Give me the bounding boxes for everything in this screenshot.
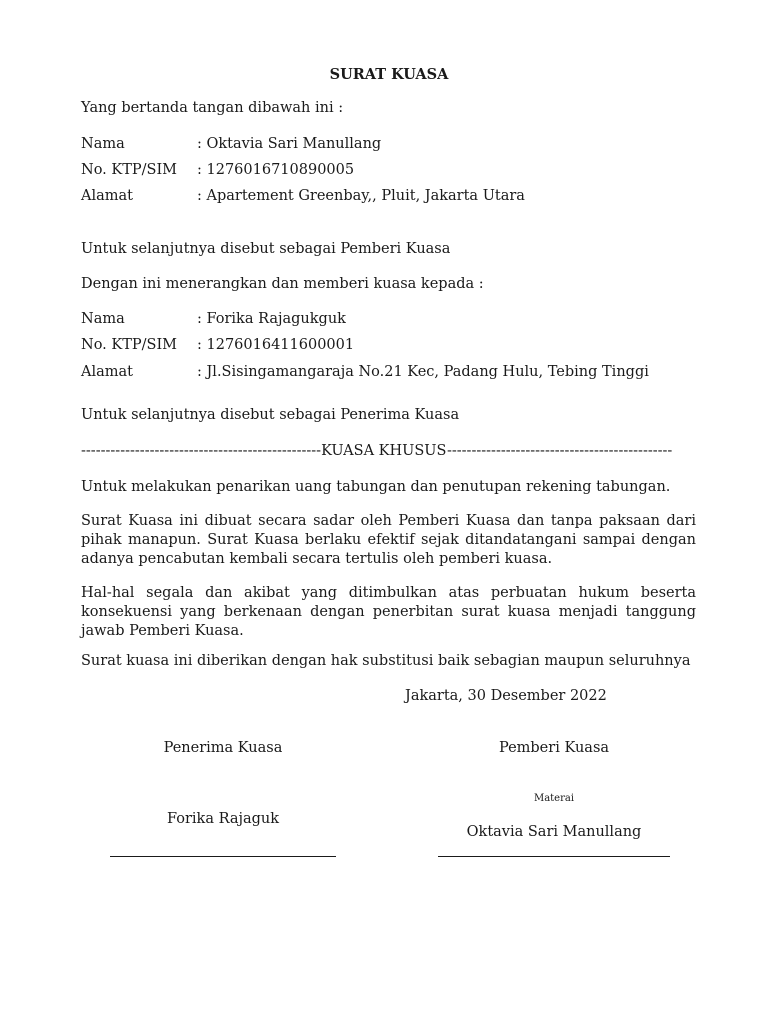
grantee-address-label: Alamat	[81, 364, 133, 380]
right-signer-name: Oktavia Sari Manullang	[466, 824, 642, 840]
grantee-address-value: : Jl.Sisingamangaraja No.21 Kec, Padang Hulu, Tebing Tinggi	[197, 364, 649, 380]
grantor-address-value: : Apartement Greenbay,, Pluit, Jakarta Utara	[197, 188, 525, 204]
grantor-address-label: Alamat	[81, 188, 133, 204]
grantor-id-label: No. KTP/SIM	[81, 162, 178, 178]
intro-text: Yang bertanda tangan dibawah ini :	[81, 100, 344, 116]
left-signature-line	[110, 856, 336, 857]
purpose-text: Untuk melakukan penarikan uang tabungan dan penutupan rekening tabungan.	[81, 479, 671, 495]
grantor-address-row	[81, 188, 525, 204]
right-signature-role: Pemberi Kuasa	[498, 740, 610, 756]
grantee-id-label: No. KTP/SIM	[81, 337, 178, 353]
section-divider: -------------------------------------------------KUASA KHUSUS----------------------------------------------	[81, 443, 673, 459]
grantee-name-row	[81, 311, 346, 327]
grantee-name-label: Nama	[81, 311, 125, 327]
grant-statement: Dengan ini menerangkan dan memberi kuasa kepada :	[81, 276, 484, 292]
grantee-address-row	[81, 364, 649, 380]
stamp-note: Materai	[533, 793, 575, 804]
grantor-statement: Untuk selanjutnya disebut sebagai Pemberi Kuasa	[81, 241, 451, 257]
document-title: SURAT KUASA	[329, 66, 449, 83]
place-date: Jakarta, 30 Desember 2022	[405, 688, 607, 704]
left-signature-role: Penerima Kuasa	[163, 740, 283, 756]
grantor-name-value: : Oktavia Sari Manullang	[197, 136, 382, 152]
grantee-id-value: : 1276016411600001	[197, 337, 355, 353]
grantor-id-value: : 1276016710890005	[197, 162, 355, 178]
grantor-id-row	[81, 162, 354, 178]
grantee-name-value: : Forika Rajagukguk	[197, 311, 346, 327]
right-signature-line	[438, 856, 670, 857]
grantee-id-row	[81, 337, 354, 353]
grantor-name-row	[81, 136, 381, 152]
grantee-statement: Untuk selanjutnya disebut sebagai Penerima Kuasa	[81, 407, 460, 423]
paragraph-substitution: Surat kuasa ini diberikan dengan hak substitusi baik sebagian maupun seluruhnya	[81, 653, 691, 669]
grantor-name-label: Nama	[81, 136, 125, 152]
paragraph-responsibility: Hal-hal segala dan akibat yang ditimbulkan atas perbuatan hukum beserta konsekuensi yang berkenaan dengan penerbitan surat kuasa menjadi tanggung jawab Pemberi Kuasa.	[81, 585, 696, 639]
paragraph-validity: Surat Kuasa ini dibuat secara sadar oleh Pemberi Kuasa dan tanpa paksaan dari pihak manapun. Surat Kuasa berlaku efektif sejak ditandatangani sampai dengan adanya pencabutan kembali secara tertulis oleh pemberi kuasa.	[81, 513, 696, 567]
left-signer-name: Forika Rajaguk	[166, 811, 280, 827]
